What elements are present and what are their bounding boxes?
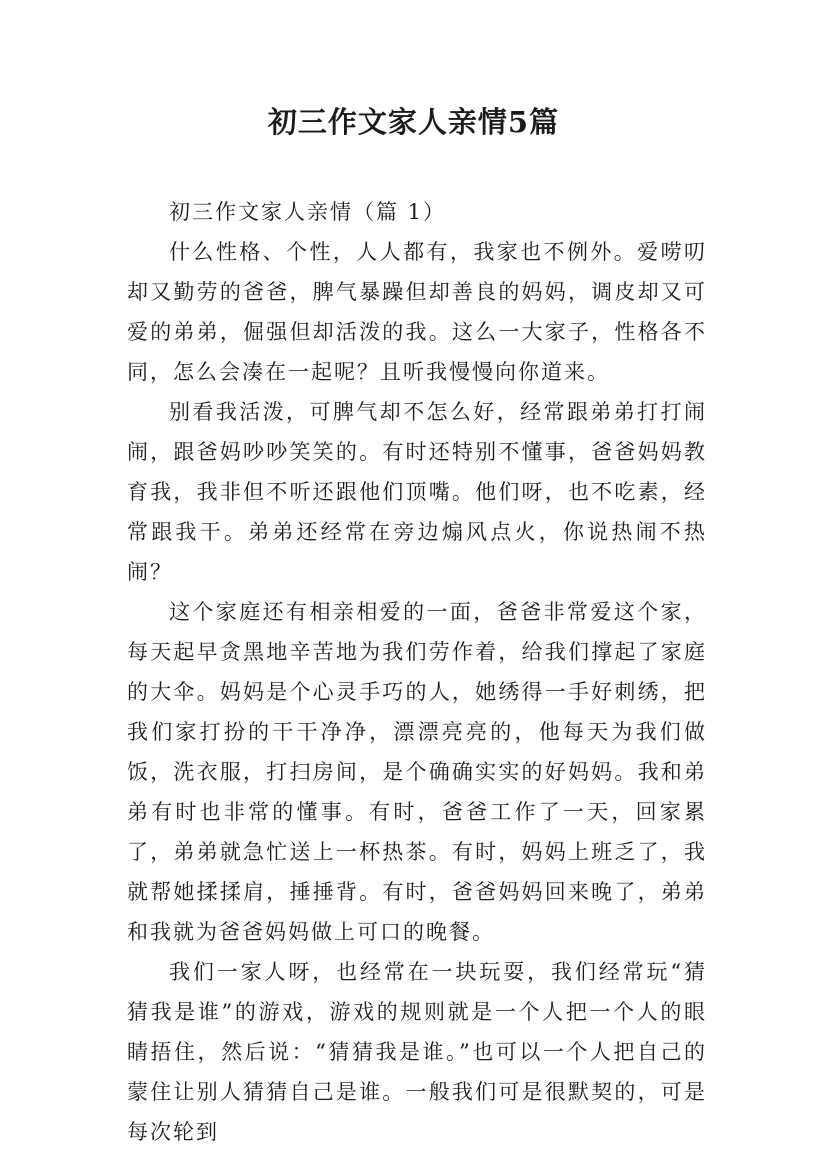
document-title: 初三作文家人亲情5篇 bbox=[267, 105, 560, 139]
paragraph-2: 别看我活泼，可脾气却不怎么好，经常跟弟弟打打闹闹，跟爸妈吵吵笑笑的。有时还特别不懂事，爸爸妈妈教育我，我非但不听还跟他们顶嘴。他们呀，也不吃素，经常跟我干。弟弟还经常在旁边煽风点火，你说热闹不热闹？ bbox=[127, 400, 707, 584]
paragraph-4: 我们一家人呀，也经常在一块玩耍，我们经常玩“猜猜我是谁”的游戏，游戏的规则就是一个人把一个人的眼睛捂住，然后说：“猜猜我是谁。”也可以一个人把自己的蒙住让别人猜猜自己是谁。一般我们可是很默契的，可是每次轮到 bbox=[127, 960, 707, 1144]
paragraph-3: 这个家庭还有相亲相爱的一面，爸爸非常爱这个家，每天起早贪黑地辛苦地为我们劳作着，给我们撑起了家庭的大伞。妈妈是个心灵手巧的人，她绣得一手好刺绣，把我们家打扮的干干净净，漂漂亮亮的，他每天为我们做饭，洗衣服，打扫房间，是个确确实实的好妈妈。我和弟弟有时也非常的懂事。有时，爸爸工作了一天，回家累了，弟弟就急忙送上一杯热茶。有时，妈妈上班乏了，我就帮她揉揉肩，捶捶背。有时，爸爸妈妈回来晚了，弟弟和我就为爸爸妈妈做上可口的晚餐。 bbox=[127, 600, 707, 944]
document-body bbox=[127, 192, 707, 1152]
paragraph-1: 什么性格、个性，人人都有，我家也不例外。爱唠叨却又勤劳的爸爸，脾气暴躁但却善良的妈妈，调皮却又可爱的弟弟，倔强但却活泼的我。这么一大家子，性格各不同，怎么会凑在一起呢？且听我慢慢向你道来。 bbox=[127, 240, 707, 384]
section-heading: 初三作文家人亲情（篇 1） bbox=[169, 200, 447, 224]
